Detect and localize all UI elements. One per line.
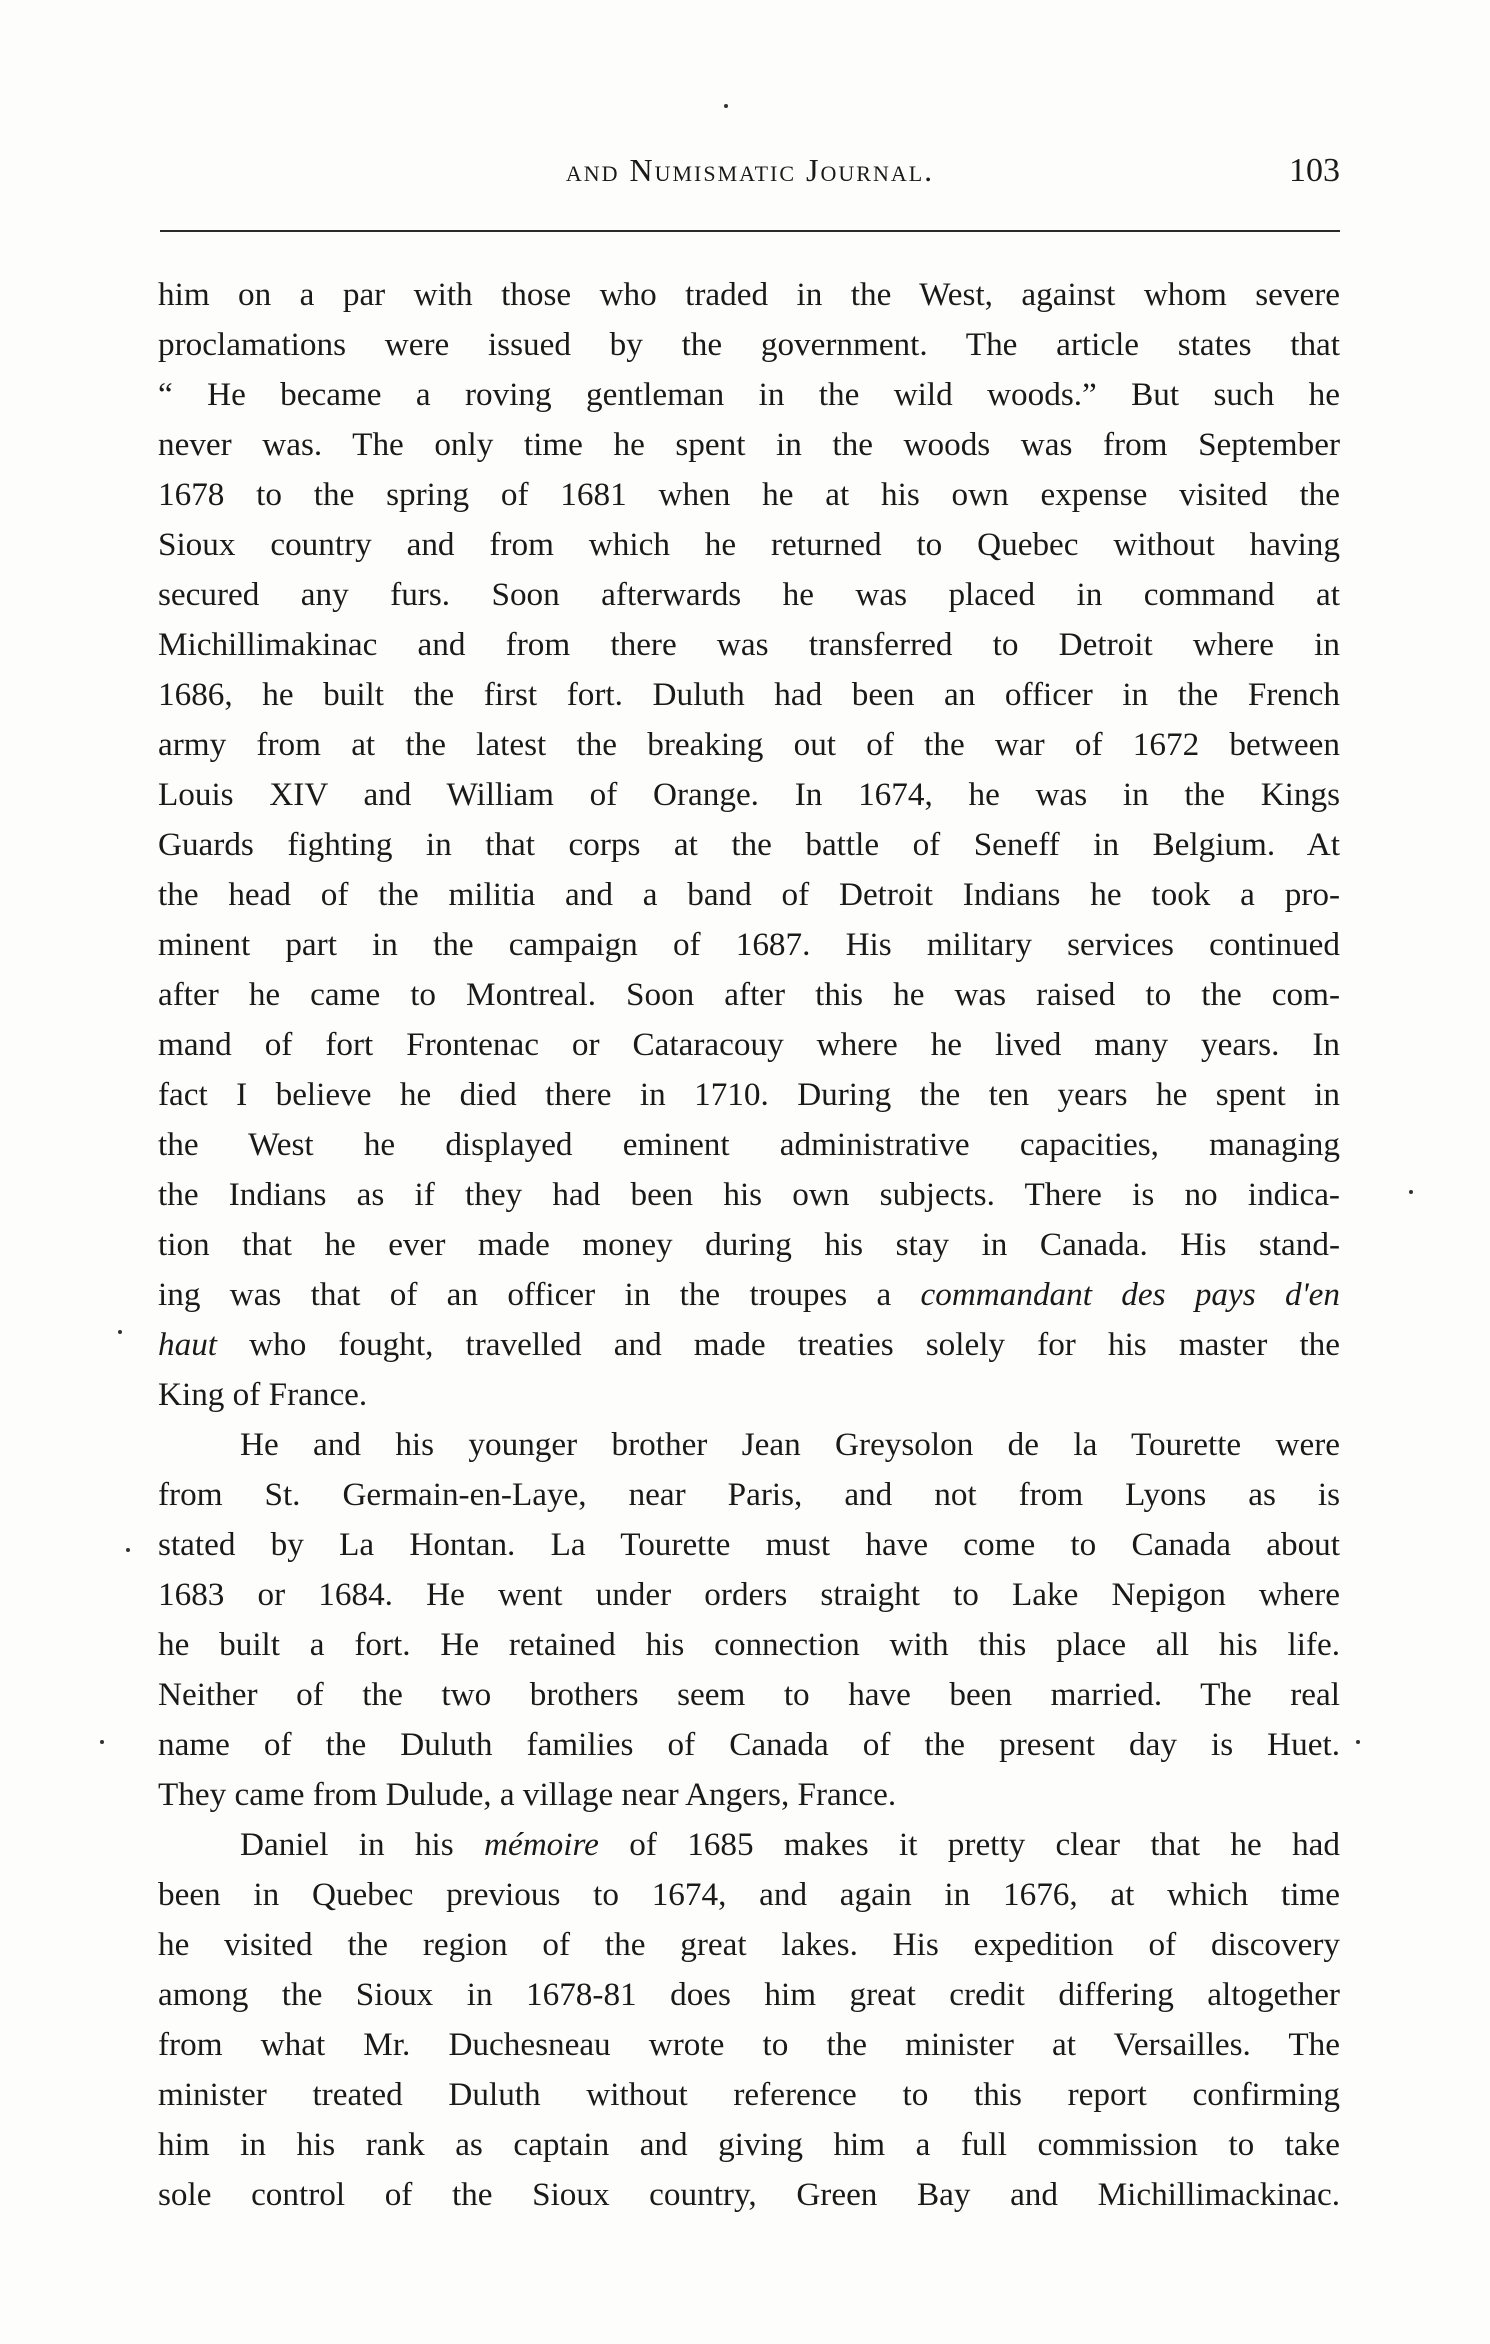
text-line: minister treated Duluth without reference to this report confirming <box>158 2076 1340 2113</box>
text-line: Guards fighting in that corps at the battle of Seneff in Belgium. At <box>158 826 1340 863</box>
text-line: from St. Germain-en-Laye, near Paris, and not from Lyons as is <box>158 1476 1340 1513</box>
text-line: never was. The only time he spent in the woods was from September <box>158 426 1340 463</box>
text-line: Sioux country and from which he returned to Quebec without having <box>158 526 1340 563</box>
text-line: Louis XIV and William of Orange. In 1674, he was in the Kings <box>158 776 1340 813</box>
body-text <box>158 270 1340 2220</box>
text-span: Daniel in his <box>240 1826 484 1863</box>
text-line-with-italic <box>158 1820 1340 1870</box>
text-line-with-italic <box>158 1320 1340 1370</box>
text-line: sole control of the Sioux country, Green Bay and Michillimackinac. <box>158 2176 1340 2213</box>
text-line: army from at the latest the breaking out of the war of 1672 between <box>158 726 1340 763</box>
text-line: mand of fort Frontenac or Cataracouy where he lived many years. In <box>158 1026 1340 1063</box>
text-line: him on a par with those who traded in the West, against whom severe <box>158 276 1340 313</box>
text-line: name of the Duluth families of Canada of the present day is Huet. <box>158 1726 1340 1763</box>
text-line: been in Quebec previous to 1674, and again in 1676, at which time <box>158 1876 1340 1913</box>
italic-phrase: commandant des pays d'en <box>920 1276 1340 1313</box>
text-line: the head of the militia and a band of Detroit Indians he took a pro- <box>158 876 1340 913</box>
paragraph-1 <box>158 270 1340 1420</box>
italic-phrase: haut <box>158 1326 218 1363</box>
text-line: he visited the region of the great lakes. His expedition of discovery <box>158 1926 1340 1963</box>
text-line: fact I believe he died there in 1710. During the ten years he spent in <box>158 1076 1340 1113</box>
text-line: “ He became a roving gentleman in the wild woods.” But such he <box>158 376 1340 413</box>
text-line: proclamations were issued by the government. The article states that <box>158 326 1340 363</box>
text-span: of 1685 makes it pretty clear that he had <box>598 1826 1340 1863</box>
text-line: from what Mr. Duchesneau wrote to the minister at Versailles. The <box>158 2026 1340 2063</box>
text-line: 1683 or 1684. He went under orders straight to Lake Nepigon where <box>158 1576 1340 1613</box>
text-line: Neither of the two brothers seem to have been married. The real <box>158 1676 1340 1713</box>
text-line: 1678 to the spring of 1681 when he at his own expense visited the <box>158 476 1340 513</box>
running-head <box>160 152 1340 202</box>
text-line: secured any furs. Soon afterwards he was placed in command at <box>158 576 1340 613</box>
text-line: tion that he ever made money during his stay in Canada. His stand- <box>158 1226 1340 1263</box>
text-line: the Indians as if they had been his own subjects. There is no indica- <box>158 1176 1340 1213</box>
scan-speck <box>1356 1740 1360 1744</box>
paragraph-2 <box>158 1420 1340 1820</box>
text-line: King of France. <box>158 1376 368 1413</box>
text-line: he built a fort. He retained his connection with this place all his life. <box>158 1626 1340 1663</box>
page-number: 103 <box>1289 152 1340 189</box>
scan-speck <box>724 104 728 108</box>
text-span: ing was that of an officer in the troupes a <box>158 1276 921 1313</box>
text-line: among the Sioux in 1678-81 does him great credit differing altogether <box>158 1976 1340 2013</box>
italic-phrase: mémoire <box>484 1826 599 1863</box>
text-line: the West he displayed eminent administrative capacities, managing <box>158 1126 1340 1163</box>
text-line-with-italic <box>158 1270 1340 1320</box>
header-rule <box>160 230 1340 232</box>
text-line: He and his younger brother Jean Greysolon de la Tourette were <box>240 1426 1340 1463</box>
text-span: who fought, travelled and made treaties solely for his master the <box>217 1326 1340 1363</box>
text-line: minent part in the campaign of 1687. His military services continued <box>158 926 1340 963</box>
text-line: him in his rank as captain and giving him a full commission to take <box>158 2126 1340 2163</box>
scan-speck <box>100 1740 104 1744</box>
text-line: stated by La Hontan. La Tourette must have come to Canada about <box>158 1526 1340 1563</box>
paragraph-3 <box>158 1820 1340 2220</box>
text-line: They came from Dulude, a village near Angers, France. <box>158 1776 897 1813</box>
scan-speck <box>118 1330 122 1334</box>
scan-speck <box>126 1548 130 1552</box>
text-line: after he came to Montreal. Soon after this he was raised to the com- <box>158 976 1340 1013</box>
text-line: Michillimakinac and from there was transferred to Detroit where in <box>158 626 1340 663</box>
journal-title: and Numismatic Journal. <box>565 152 935 188</box>
text-line: 1686, he built the first fort. Duluth had been an officer in the French <box>158 676 1340 713</box>
scan-speck <box>1409 1190 1413 1194</box>
